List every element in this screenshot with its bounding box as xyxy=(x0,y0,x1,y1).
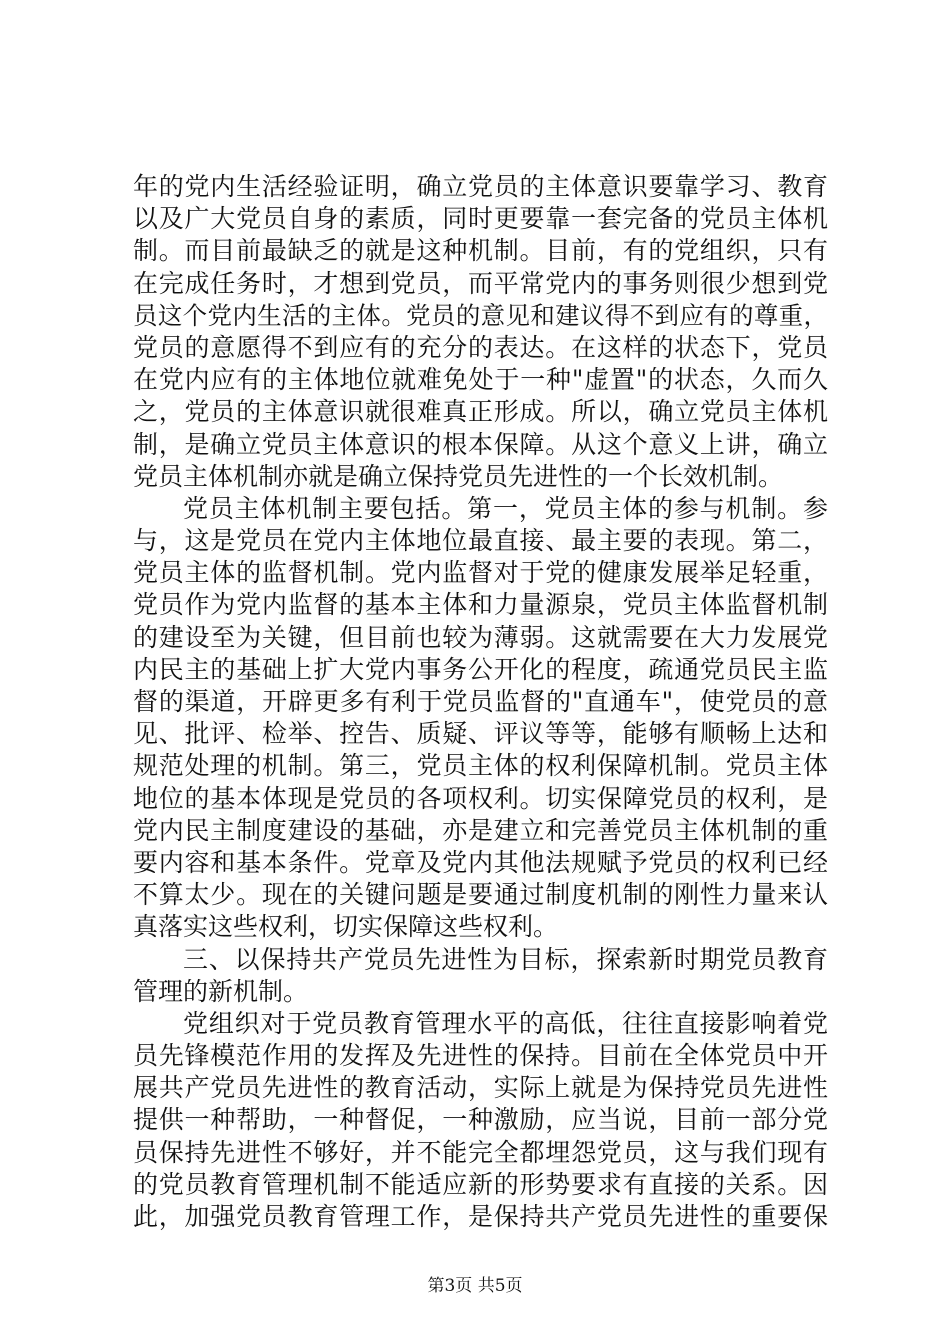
text-line: 党员主体的监督机制。党内监督对于党的健康发展举足轻重， xyxy=(133,558,828,588)
document-body xyxy=(133,171,828,1233)
text-line: 的党员教育管理机制不能适应新的形势要求有直接的关系。因 xyxy=(133,1169,828,1199)
text-line: 员先锋模范作用的发挥及先进性的保持。目前在全体党员中开 xyxy=(133,1041,828,1071)
text-line: 内民主的基础上扩大党内事务公开化的程度，疏通党员民主监 xyxy=(133,654,828,684)
text-line: 之，党员的主体意识就很难真正形成。所以，确立党员主体机 xyxy=(133,397,828,427)
text-line: 展共产党员先进性的教育活动，实际上就是为保持党员先进性 xyxy=(133,1073,828,1103)
text-line: 党内民主制度建设的基础，亦是建立和完善党员主体机制的重 xyxy=(133,815,828,845)
text-line: 与，这是党员在党内主体地位最直接、最主要的表现。第二， xyxy=(133,526,828,556)
text-line: 在党内应有的主体地位就难免处于一种"虚置"的状态，久而久 xyxy=(133,365,828,395)
text-line: 员这个党内生活的主体。党员的意见和建议得不到应有的尊重， xyxy=(133,300,828,330)
text-line: 党员主体机制主要包括。第一，党员主体的参与机制。参 xyxy=(183,493,828,523)
text-line: 提供一种帮助，一种督促，一种激励，应当说，目前一部分党 xyxy=(133,1105,828,1135)
text-line: 督的渠道，开辟更多有利于党员监督的"直通车"，使党员的意 xyxy=(133,687,828,716)
text-line: 党员作为党内监督的基本主体和力量源泉，党员主体监督机制 xyxy=(133,590,828,620)
text-line: 此，加强党员教育管理工作，是保持共产党员先进性的重要保 xyxy=(133,1202,828,1231)
section-heading-line: 三、以保持共产党员先进性为目标，探索新时期党员教育 xyxy=(183,944,828,974)
text-line: 见、批评、检举、控告、质疑、评议等等，能够有顺畅上达和 xyxy=(133,719,828,749)
text-line: 的建设至为关键，但目前也较为薄弱。这就需要在大力发展党 xyxy=(133,622,828,652)
text-line: 制，是确立党员主体意识的根本保障。从这个意义上讲，确立 xyxy=(133,429,828,459)
text-line: 党员的意愿得不到应有的充分的表达。在这样的状态下，党员 xyxy=(133,332,828,362)
text-line: 年的党内生活经验证明，确立党员的主体意识要靠学习、教育 xyxy=(133,172,828,201)
page-number: 第3页 共5页 xyxy=(427,1276,523,1296)
text-line: 地位的基本体现是党员的各项权利。切实保障党员的权利，是 xyxy=(133,783,828,813)
section-heading-line: 管理的新机制。 xyxy=(133,976,309,1006)
text-line: 制。而目前最缺乏的就是这种机制。目前，有的党组织，只有 xyxy=(133,236,828,266)
text-line: 要内容和基本条件。党章及党内其他法规赋予党员的权利已经 xyxy=(133,847,828,877)
text-line: 党员主体机制亦就是确立保持党员先进性的一个长效机制。 xyxy=(133,461,784,491)
text-line: 不算太少。现在的关键问题是要通过制度机制的刚性力量来认 xyxy=(133,880,828,910)
text-line: 党组织对于党员教育管理水平的高低，往往直接影响着党 xyxy=(183,1008,828,1038)
text-line: 真落实这些权利，切实保障这些权利。 xyxy=(133,912,559,942)
text-line: 员保持先进性不够好，并不能完全都埋怨党员，这与我们现有 xyxy=(133,1137,828,1167)
text-line: 以及广大党员自身的素质，同时更要靠一套完备的党员主体机 xyxy=(133,204,828,234)
text-line: 在完成任务时，才想到党员，而平常党内的事务则很少想到党 xyxy=(133,268,828,298)
text-line: 规范处理的机制。第三，党员主体的权利保障机制。党员主体 xyxy=(133,751,828,781)
